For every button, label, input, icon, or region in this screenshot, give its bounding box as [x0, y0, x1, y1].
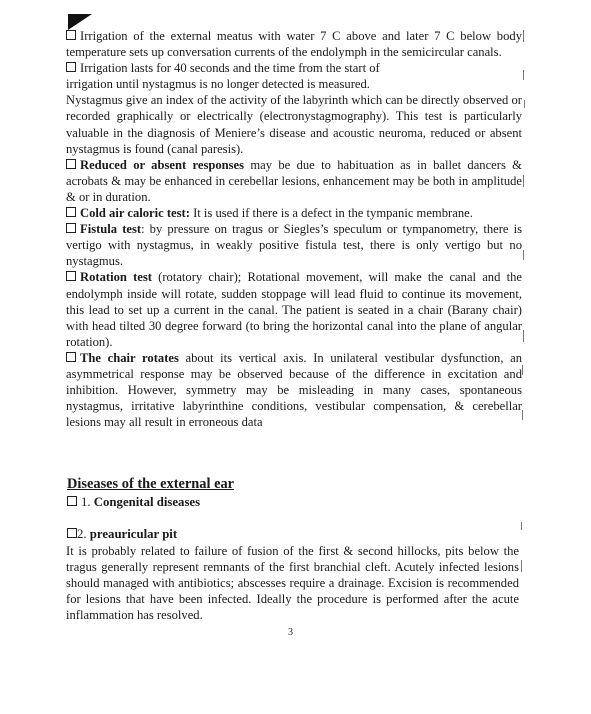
scan-edge-mark	[523, 330, 524, 342]
checkbox-square-icon	[67, 528, 77, 538]
paragraph-chair-rotates: The chair rotates about its vertical axis. In unilateral vestibular dysfunction, an asymmetrical response may be observed because of the difference in excitation and inhibition. However, symmetry may be misleading in many cases, spontaneous nystagmus, irritative labyrinthine conditions, vestibular compensation, & cerebellar lesions may all result in erroneous data	[66, 350, 522, 430]
scan-edge-mark	[522, 410, 523, 420]
paragraph-irrigation-duration: Irrigation lasts for 40 seconds and the time from the start of irrigation until nystagmus is no longer detected is measured.	[66, 61, 380, 92]
checkbox-square-icon	[66, 207, 76, 217]
scan-edge-mark	[523, 250, 524, 260]
section-heading: Diseases of the external ear	[67, 476, 235, 492]
paragraph-nystagmus: Nystagmus give an index of the activity of the labyrinth which can be directly observed or recorded graphically or electrically (electronystagmography). This test is particularly valuable in the diagnosis of Meniere’s disease and acoustic neuroma, reduced or absent nystagmus is found (canal paresis).	[66, 93, 522, 156]
checkbox-square-icon	[67, 496, 77, 506]
vestibular-tests-text	[66, 28, 522, 430]
checkbox-square-icon	[66, 30, 76, 40]
paragraph-rotation-test: Rotation test (rotatory chair); Rotational movement, will make the canal and the endolymph inside will rotate, sudden stoppage will lead fluid to continue its movement, this lead to set up a current in the canal. The patient is seated in a chair (Barany chair) with head tilted 30 degree forward (to bring the horizontal canal into the plane of angular rotation).	[66, 270, 522, 349]
scan-edge-mark	[523, 30, 524, 42]
checkbox-square-icon	[66, 62, 76, 72]
scan-edge-mark	[523, 175, 524, 187]
preauricular-pit-paragraph: It is probably related to failure of fusion of the first & second hillocks, pits below the tragus generally represent remnants of the first branchial cleft. Acutely infected lesions should managed with antibiotics; abscesses require a drainage. Excision is recommended for lesions that have been infected. Ideally the procedure is performed after the acute inflammation has resolved.	[66, 544, 519, 623]
paragraph-reduced-responses: Reduced or absent responses may be due to habituation as in ballet dancers & acrobats & may be enhanced in cerebellar lesions, enhancement may be both in amplitude & or in duration.	[66, 157, 522, 204]
congenital-diseases-item: 1. Congenital diseases	[67, 495, 200, 510]
checkbox-square-icon	[66, 352, 76, 362]
paragraph-irrigation-temperature: Irrigation of the external meatus with water 7 C above and later 7 C below body temperature sets up conversation currents of the endolymph in the semicircular canals.	[66, 29, 522, 60]
scan-edge-mark	[521, 522, 522, 530]
scan-edge-mark	[522, 365, 523, 375]
checkbox-square-icon	[66, 223, 76, 233]
scan-edge-mark	[524, 100, 525, 108]
paragraph-cold-air-caloric: Cold air caloric test: It is used if there is a defect in the tympanic membrane.	[66, 205, 522, 221]
page-number: 3	[288, 627, 293, 638]
preauricular-pit-title: 2. preauricular pit	[67, 527, 177, 542]
checkbox-square-icon	[66, 159, 76, 169]
scan-edge-mark	[523, 70, 524, 80]
paragraph-fistula-test: Fistula test: by pressure on tragus or Siegles’s speculum or tympanometry, there is vertigo with nystagmus, in weakly positive fistula test, there is only vertigo but no nystagmus.	[66, 222, 522, 269]
scan-edge-mark	[521, 560, 522, 572]
checkbox-square-icon	[66, 271, 76, 281]
